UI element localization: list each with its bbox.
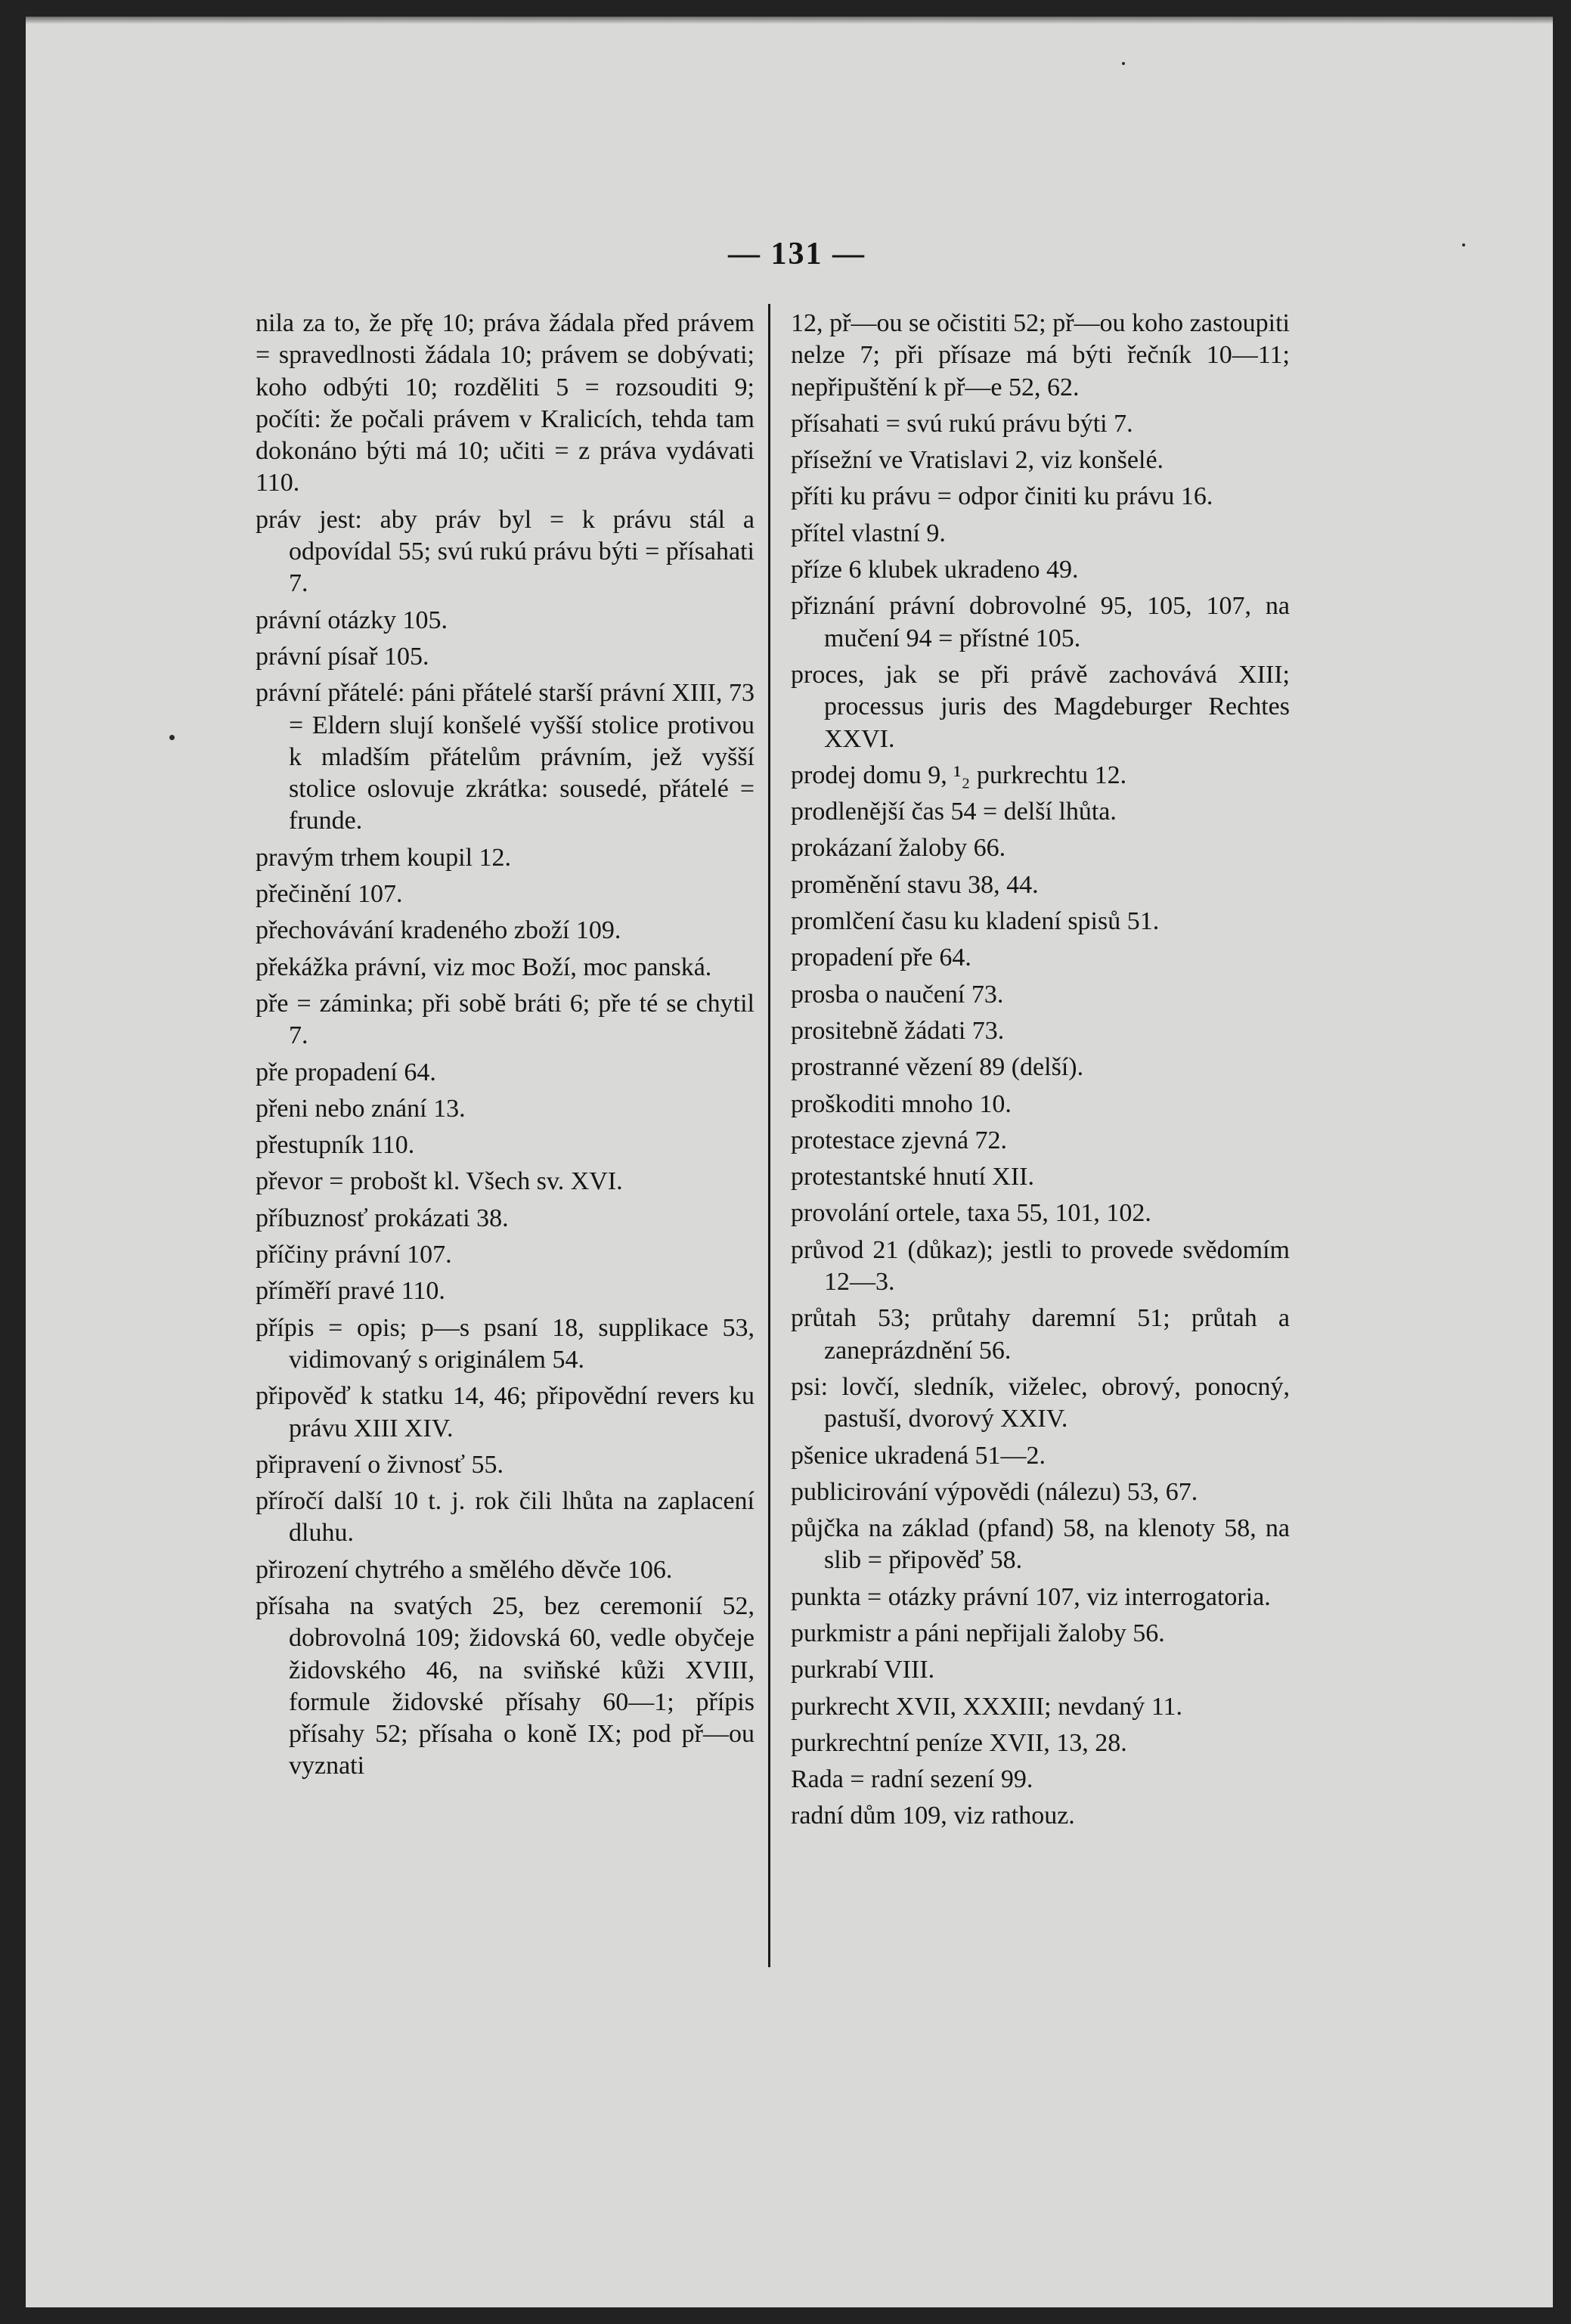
index-entry: přísahati = svú rukú právu býti 7.: [791, 409, 1133, 438]
index-entry: prostranné vězení 89 (delší).: [791, 1053, 1084, 1082]
page-number: — 131 —: [728, 237, 866, 271]
index-entry: přečinění 107.: [256, 880, 403, 909]
index-entry: Rada = radní sezení 99.: [791, 1765, 1033, 1794]
index-entry: přípis = opis; p—s psaní 18, supplikace 53, vidimovaný s originálem 54.: [256, 1313, 755, 1374]
index-entry: proškoditi mnoho 10.: [791, 1089, 1012, 1118]
index-entry: přísaha na svatých 25, bez ceremonií 52, dobrovolná 109; židovská 60, vedle obyčeje židovského 46, na sviňské kůži XVIII, formule židovské přísahy 60—1; přípis přísahy 52; přísaha o koně IX; pod př—ou vyznati: [256, 1591, 755, 1780]
index-entry: purkmistr a páni nepřijali žaloby 56.: [791, 1619, 1165, 1647]
index-entry: purkrecht XVII, XXXIII; nevdaný 11.: [791, 1692, 1183, 1721]
index-entry: prodej domu 9, ¹₂ purkrechtu 12.: [791, 761, 1127, 789]
index-entry: protestace zjevná 72.: [791, 1126, 1008, 1154]
index-entry: pře = záminka; při sobě bráti 6; pře té se chytil 7.: [256, 989, 755, 1050]
index-entry: protestantské hnutí XII.: [791, 1163, 1034, 1191]
index-entry: právní otázky 105.: [256, 606, 448, 634]
index-entry: přirození chytrého a smělého děvče 106.: [256, 1555, 673, 1584]
index-entry: publicirování výpovědi (nálezu) 53, 67.: [791, 1477, 1198, 1506]
index-entry: příti ku právu = odpor činiti ku právu 16.: [791, 482, 1213, 511]
index-entry: překážka právní, viz moc Boží, moc panská.: [256, 953, 712, 981]
index-entry: příčiny právní 107.: [256, 1241, 452, 1269]
paper-speck: [169, 735, 175, 740]
index-entry: pře propadení 64.: [256, 1058, 436, 1086]
column-divider: [768, 304, 770, 1967]
index-entry: radní dům 109, viz rathouz.: [791, 1802, 1075, 1830]
index-entry: příměří pravé 110.: [256, 1277, 445, 1306]
index-entry: purkrechtní peníze XVII, 13, 28.: [791, 1728, 1127, 1757]
index-entry: prositebně žádati 73.: [791, 1016, 1005, 1045]
index-entry: proces, jak se při právě zachovává XIII; processus juris des Magdeburger Rechtes XXVI.: [791, 660, 1290, 753]
left-column: [256, 308, 755, 1787]
index-entry: připravení o živnosť 55.: [256, 1450, 504, 1479]
index-entry: pšenice ukradená 51—2.: [791, 1441, 1046, 1470]
index-entry: pravým trhem koupil 12.: [256, 843, 512, 872]
paper-speck: [1462, 243, 1465, 246]
index-entry: průtah 53; průtahy daremní 51; průtah a zaneprázdnění 56.: [791, 1304, 1290, 1365]
index-entry: purkrabí VIII.: [791, 1656, 935, 1684]
index-entry: přestupník 110.: [256, 1131, 415, 1160]
right-column: [791, 308, 1290, 1837]
index-entry: 12, př—ou se očistiti 52; př—ou koho zastoupiti nelze 7; při přísaze má býti řečník 10—11; nepřipuštění k př—e 52, 62.: [791, 309, 1290, 401]
book-page: [26, 17, 1553, 2307]
index-entry: přechovávání kradeného zboží 109.: [256, 916, 621, 945]
index-entry: právní přátelé: páni přátelé starší právní XIII, 73 = Eldern slují konšelé vyšší stolice protivou k mladším přátelům právním, jež vyšší stolice oslovuje zkrátka: sousedé, přátelé = frunde.: [256, 679, 755, 835]
index-entry: nila za to, že přę 10; práva žádala před právem = spravedlnosti žádala 10; právem se dobývati; koho odbýti 10; rozděliti 5 = rozsouditi 9; počíti: že počali právem v Kralicích, tehda tam dokonáno býti má 10; učiti = z práva vydávati 110.: [256, 309, 755, 497]
index-entry: prosba o naučení 73.: [791, 980, 1004, 1009]
index-entry: prokázaní žaloby 66.: [791, 834, 1006, 863]
index-entry: příze 6 klubek ukradeno 49.: [791, 556, 1079, 584]
index-entry: přísežní ve Vratislavi 2, viz konšelé.: [791, 446, 1164, 475]
index-entry: půjčka na základ (pfand) 58, na klenoty 58, na slib = připověď 58.: [791, 1514, 1290, 1575]
index-entry: přeni nebo znání 13.: [256, 1094, 466, 1123]
index-entry: psi: lovčí, sledník, viželec, obrový, ponocný, pastuší, dvorový XXIV.: [791, 1372, 1290, 1433]
index-entry: propadení pře 64.: [791, 944, 971, 972]
index-entry: provolání ortele, taxa 55, 101, 102.: [791, 1199, 1151, 1228]
page-top-edge: [26, 17, 1553, 24]
index-entry: příročí další 10 t. j. rok čili lhůta na zaplacení dluhu.: [256, 1487, 755, 1548]
index-entry: převor = probošt kl. Všech sv. XVI.: [256, 1167, 623, 1196]
index-entry: právní písař 105.: [256, 642, 429, 671]
index-entry: promlčení času ku kladení spisů 51.: [791, 907, 1160, 936]
index-entry: přítel vlastní 9.: [791, 519, 946, 547]
paper-speck: [1122, 62, 1125, 65]
index-entry: příbuznosť prokázati 38.: [256, 1204, 509, 1232]
index-entry: průvod 21 (důkaz); jestli to provede svědomím 12—3.: [791, 1235, 1290, 1297]
index-entry: prodlenější čas 54 = delší lhůta.: [791, 798, 1117, 826]
index-entry: přiznání právní dobrovolné 95, 105, 107, na mučení 94 = přístné 105.: [791, 592, 1290, 652]
index-entry: proměnění stavu 38, 44.: [791, 870, 1039, 899]
index-entry: připověď k statku 14, 46; připovědní revers ku právu XIII XIV.: [256, 1382, 755, 1442]
index-entry: punkta = otázky právní 107, viz interrogatoria.: [791, 1582, 1271, 1611]
index-entry: práv jest: aby práv byl = k právu stál a odpovídal 55; svú rukú právu býti = přísahati 7.: [256, 505, 755, 598]
